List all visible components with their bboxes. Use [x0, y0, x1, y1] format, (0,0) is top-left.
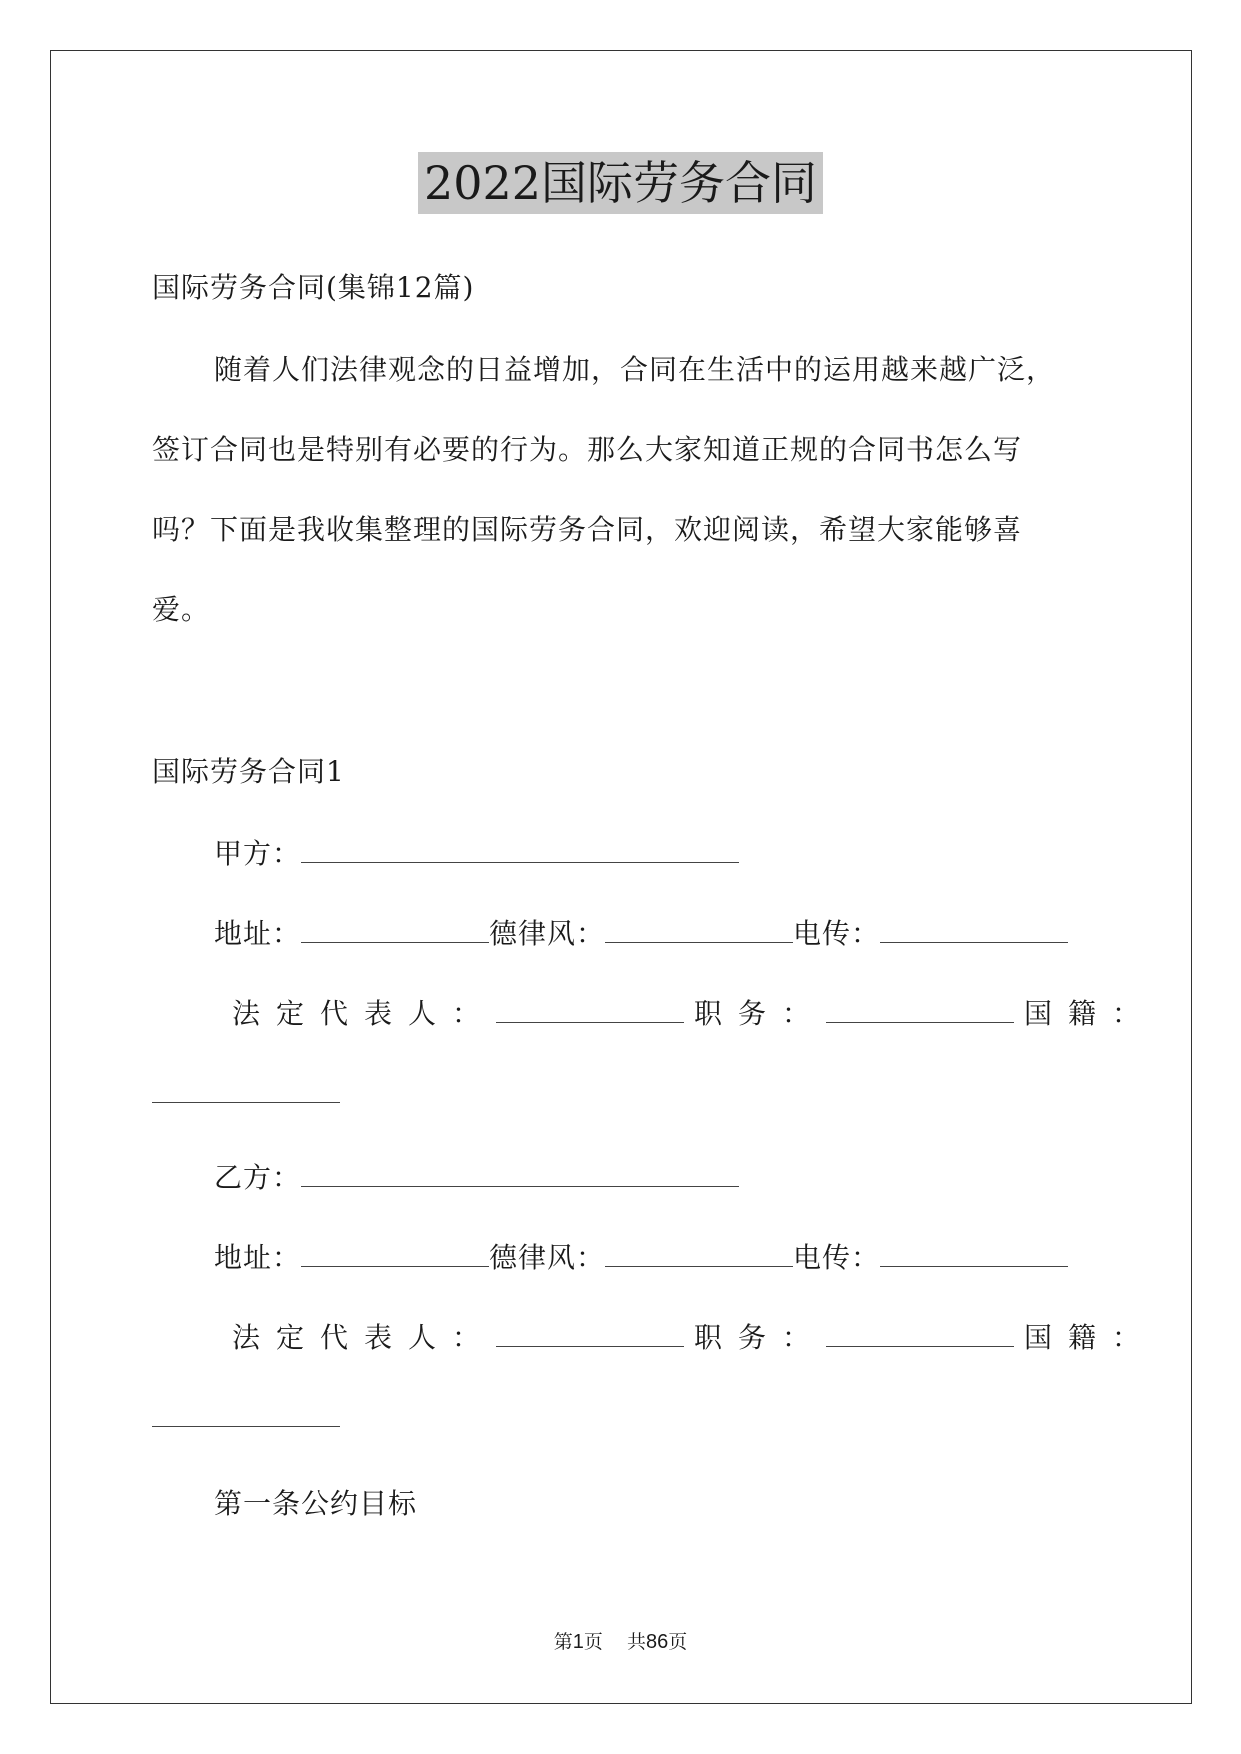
total-prefix: 共 — [627, 1631, 647, 1653]
party-b-blank[interactable] — [301, 1158, 739, 1187]
party-b-rep-label: 法定代表人： — [232, 1321, 497, 1354]
title-container — [0, 152, 1241, 214]
intro-line-4: 爱。 — [152, 593, 211, 626]
party-b-fax-label: 电传： — [793, 1241, 881, 1274]
subtitle: 国际劳务合同(集锦12篇) — [152, 271, 475, 304]
party-a-blank[interactable] — [301, 834, 739, 863]
party-a-address-label: 地址： — [214, 917, 302, 950]
party-a-contact-row — [214, 914, 1068, 954]
party-a-telex-blank[interactable] — [605, 914, 793, 943]
party-a-nationality-blank[interactable] — [152, 1074, 340, 1103]
total-pages: 86 — [646, 1631, 669, 1653]
article-1-heading: 第一条公约目标 — [214, 1487, 418, 1520]
party-b-nationality-label: 国籍： — [1024, 1321, 1157, 1354]
party-b-telex-blank[interactable] — [605, 1238, 793, 1267]
party-b-nationality-blank[interactable] — [152, 1398, 340, 1427]
party-a-rep-label: 法定代表人： — [232, 997, 497, 1030]
party-a-rep-blank[interactable] — [496, 994, 684, 1023]
party-a-telex-label: 德律风： — [489, 917, 606, 950]
section-heading: 国际劳务合同1 — [152, 755, 345, 788]
page-suffix: 页 — [583, 1631, 603, 1653]
document-title: 2022国际劳务合同 — [418, 152, 823, 214]
party-b-address-label: 地址： — [214, 1241, 302, 1274]
party-b-position-label: 职务： — [694, 1321, 827, 1354]
party-a-fax-blank[interactable] — [880, 914, 1068, 943]
intro-line-2: 签订合同也是特别有必要的行为。那么大家知道正规的合同书怎么写 — [152, 433, 1023, 466]
party-b-row — [214, 1158, 739, 1198]
party-b-rep-row — [232, 1318, 1156, 1358]
total-suffix: 页 — [668, 1631, 688, 1653]
party-a-label: 甲方： — [214, 837, 302, 870]
party-a-position-label: 职务： — [694, 997, 827, 1030]
party-a-nationality-label: 国籍： — [1024, 997, 1157, 1030]
page-footer — [0, 1630, 1241, 1654]
party-a-nationality-row — [152, 1074, 340, 1114]
party-b-position-blank[interactable] — [826, 1318, 1014, 1347]
party-a-row — [214, 834, 739, 874]
party-b-fax-blank[interactable] — [880, 1238, 1068, 1267]
intro-line-3: 吗？下面是我收集整理的国际劳务合同，欢迎阅读，希望大家能够喜 — [152, 513, 1023, 546]
intro-line-1: 随着人们法律观念的日益增加，合同在生活中的运用越来越广泛， — [214, 353, 1056, 386]
party-b-nationality-row — [152, 1398, 340, 1438]
party-b-contact-row — [214, 1238, 1068, 1278]
party-b-rep-blank[interactable] — [496, 1318, 684, 1347]
party-a-rep-row — [232, 994, 1156, 1034]
party-b-address-blank[interactable] — [301, 1238, 489, 1267]
party-a-address-blank[interactable] — [301, 914, 489, 943]
page-prefix: 第 — [553, 1631, 573, 1653]
party-a-fax-label: 电传： — [793, 917, 881, 950]
page-number: 1 — [572, 1631, 584, 1653]
party-b-label: 乙方： — [214, 1161, 302, 1194]
party-a-position-blank[interactable] — [826, 994, 1014, 1023]
party-b-telex-label: 德律风： — [489, 1241, 606, 1274]
